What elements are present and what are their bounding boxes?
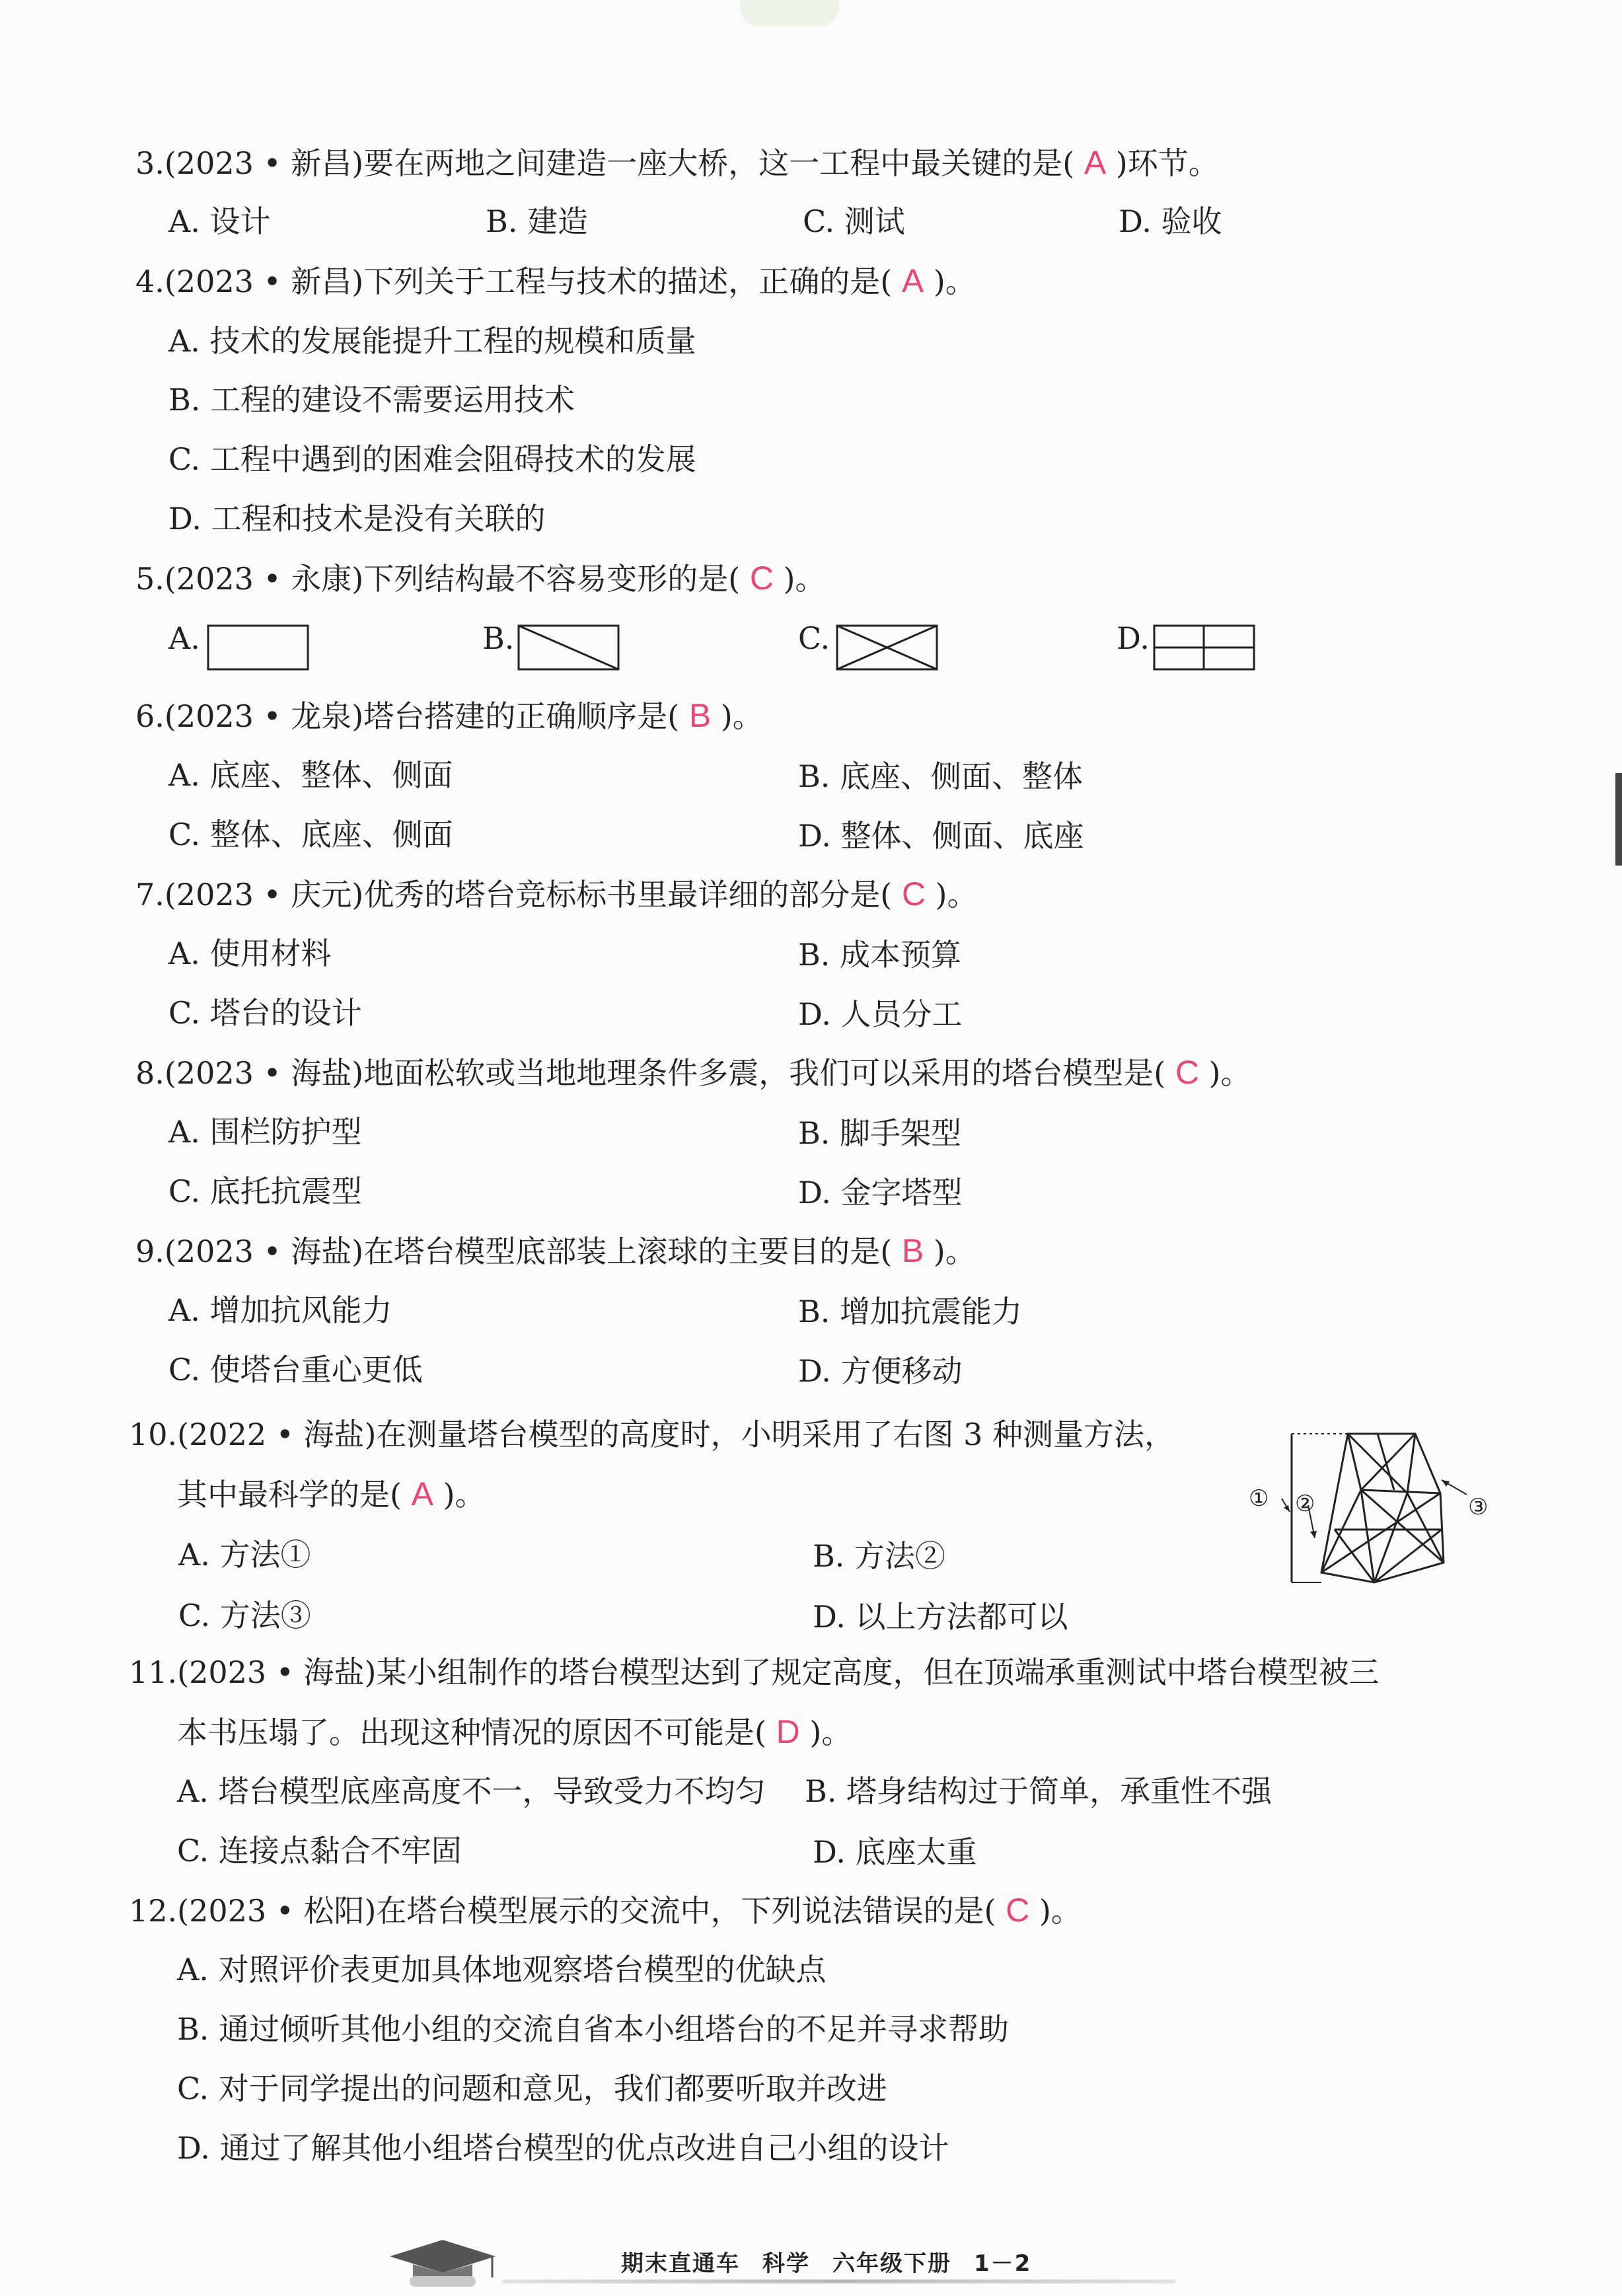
option-12a: A. 对照评价表更加具体地观察塔台模型的优缺点 bbox=[177, 1952, 827, 1987]
option-8a: A. 围栏防护型 bbox=[168, 1114, 362, 1150]
figure-label-2: ② bbox=[1295, 1491, 1315, 1517]
footer bbox=[621, 2245, 1054, 2277]
option-3b: B. 建造 bbox=[486, 204, 589, 239]
option-8b: B. 脚手架型 bbox=[798, 1115, 962, 1151]
question-11: 11.(2023 • 海盐)某小组制作的塔台模型达到了规定高度，但在顶端承重测试中塔台模型被三 bbox=[129, 1654, 1380, 1690]
footer-page: 1－2 bbox=[974, 2250, 1032, 2277]
answer-11: D bbox=[776, 1713, 800, 1750]
option-8d: D. 金字塔型 bbox=[798, 1175, 963, 1210]
option-7c: C. 塔台的设计 bbox=[168, 995, 362, 1031]
option-12b: B. 通过倾听其他小组的交流自省本小组塔台的不足并寻求帮助 bbox=[177, 2011, 1010, 2047]
question-7: 7.(2023 • 庆元)优秀的塔台竞标标书里最详细的部分是( C )。 bbox=[135, 875, 978, 912]
option-3c: C. 测试 bbox=[803, 204, 905, 239]
answer-5: C bbox=[749, 560, 774, 597]
option-4c: C. 工程中遇到的困难会阻碍技术的发展 bbox=[168, 441, 696, 477]
option-10a: A. 方法① bbox=[178, 1537, 311, 1573]
answer-10: A bbox=[411, 1475, 433, 1512]
option-9d: D. 方便移动 bbox=[798, 1353, 963, 1389]
option-12d: D. 通过了解其他小组塔台模型的优点改进自己小组的设计 bbox=[177, 2130, 949, 2166]
option-10b: B. 方法② bbox=[813, 1538, 946, 1574]
option-11d: D. 底座太重 bbox=[813, 1834, 977, 1870]
option-10d: D. 以上方法都可以 bbox=[813, 1599, 1068, 1635]
rectangle-one-diagonal-figure bbox=[517, 624, 620, 671]
question-6: 6.(2023 • 龙泉)塔台搭建的正确顺序是( B )。 bbox=[135, 697, 763, 734]
figure-label-1: ① bbox=[1249, 1485, 1269, 1512]
option-6a: A. 底座、整体、侧面 bbox=[168, 757, 453, 793]
option-10c: C. 方法③ bbox=[178, 1598, 311, 1633]
question-8: 8.(2023 • 海盐)地面松软或当地地理条件多震，我们可以采用的塔台模型是( C )。 bbox=[135, 1054, 1251, 1091]
question-11-line2: 本书压塌了。出现这种情况的原因不可能是( D )。 bbox=[177, 1713, 852, 1750]
top-smudge bbox=[740, 0, 839, 26]
option-7a: A. 使用材料 bbox=[168, 936, 332, 971]
question-12: 12.(2023 • 松阳)在塔台模型展示的交流中，下列说法错误的是( C )。 bbox=[129, 1892, 1082, 1929]
option-5b: B. bbox=[482, 620, 515, 656]
option-11b: B. 塔身结构过于简单，承重性不强 bbox=[805, 1773, 1272, 1809]
graduation-cap-icon bbox=[383, 2237, 502, 2289]
option-4a: A. 技术的发展能提升工程的规模和质量 bbox=[168, 323, 696, 359]
answer-6: B bbox=[688, 697, 712, 734]
option-6d: D. 整体、侧面、底座 bbox=[798, 818, 1084, 854]
option-7b: B. 成本预算 bbox=[798, 937, 962, 973]
option-4d: D. 工程和技术是没有关联的 bbox=[168, 501, 546, 537]
answer-3: A bbox=[1084, 144, 1107, 181]
tower-model-figure bbox=[1242, 1421, 1506, 1592]
option-8c: C. 底托抗震型 bbox=[168, 1173, 362, 1209]
question-5: 5.(2023 • 永康)下列结构最不容易变形的是( C )。 bbox=[135, 560, 826, 597]
question-10-line2: 其中最科学的是( A )。 bbox=[177, 1475, 486, 1512]
option-3d: D. 验收 bbox=[1119, 204, 1222, 239]
answer-7: C bbox=[901, 875, 926, 912]
option-6b: B. 底座、侧面、整体 bbox=[798, 759, 1084, 794]
footer-title: 期末直通车 bbox=[621, 2250, 740, 2277]
footer-subject: 科学 bbox=[762, 2250, 810, 2277]
question-9: 9.(2023 • 海盐)在塔台模型底部装上滚球的主要目的是( B )。 bbox=[135, 1232, 976, 1269]
rectangle-grid-figure bbox=[1153, 624, 1255, 671]
answer-4: A bbox=[901, 262, 924, 299]
figure-label-3: ③ bbox=[1468, 1494, 1489, 1520]
option-6c: C. 整体、底座、侧面 bbox=[168, 817, 453, 852]
rectangle-cross-diagonals-figure bbox=[836, 624, 938, 671]
option-11a: A. 塔台模型底座高度不一，导致受力不均匀 bbox=[177, 1773, 766, 1809]
option-9c: C. 使塔台重心更低 bbox=[168, 1352, 423, 1388]
option-12c: C. 对于同学提出的问题和意见，我们都要听取并改进 bbox=[177, 2071, 887, 2106]
question-3: 3.(2023 • 新昌)要在两地之间建造一座大桥，这一工程中最关键的是( A )环节。 bbox=[135, 144, 1219, 181]
option-5a: A. bbox=[168, 620, 200, 656]
question-10: 10.(2022 • 海盐)在测量塔台模型的高度时，小明采用了右图 3 种测量方法， bbox=[129, 1417, 1175, 1452]
option-4b: B. 工程的建设不需要运用技术 bbox=[168, 382, 575, 418]
rectangle-figure bbox=[207, 624, 309, 671]
answer-9: B bbox=[901, 1232, 924, 1269]
footer-grade: 六年级下册 bbox=[832, 2250, 951, 2277]
answer-8: C bbox=[1175, 1054, 1199, 1091]
option-5c: C. bbox=[798, 620, 830, 656]
option-9b: B. 增加抗震能力 bbox=[798, 1294, 1023, 1329]
option-3a: A. 设计 bbox=[168, 204, 271, 239]
option-5d: D. bbox=[1117, 620, 1150, 656]
question-4: 4.(2023 • 新昌)下列关于工程与技术的描述，正确的是( A )。 bbox=[135, 262, 976, 299]
footer-divider bbox=[502, 2279, 1176, 2283]
answer-12: C bbox=[1006, 1892, 1030, 1929]
option-7d: D. 人员分工 bbox=[798, 996, 963, 1032]
page-edge-mark bbox=[1615, 773, 1622, 866]
option-9a: A. 增加抗风能力 bbox=[168, 1292, 392, 1328]
option-11c: C. 连接点黏合不牢固 bbox=[177, 1833, 462, 1869]
